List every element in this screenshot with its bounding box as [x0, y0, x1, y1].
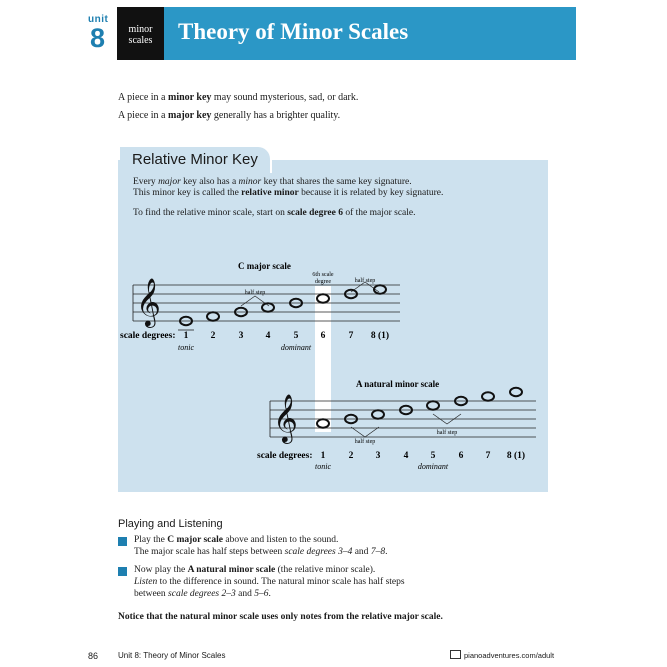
a-minor-note-3	[372, 410, 384, 418]
c-major-degrees	[184, 330, 389, 341]
a-minor-note-5	[427, 401, 439, 409]
half-step-label-3-4: half step	[244, 290, 266, 296]
page-number: 86	[88, 651, 99, 661]
c-major-dominant-label: dominant	[280, 343, 312, 352]
a-minor-degree-5: 5	[430, 451, 436, 461]
sixth-degree-label-2: degree	[315, 279, 331, 285]
a-minor-note-8	[510, 388, 522, 396]
a-minor-degrees-label: scale degrees:	[257, 451, 313, 461]
page-title: Theory of Minor Scales	[178, 19, 409, 44]
relative-text-3: To find the relative minor scale, start on scale degree 6 of the major scale.	[133, 208, 416, 218]
square-bullet-icon	[118, 567, 127, 576]
relative-minor-heading: Relative Minor Key	[132, 151, 258, 168]
a-minor-notes	[317, 388, 522, 428]
bullet1-line1: Play the C major scale above and listen to the sound.	[134, 535, 339, 545]
a-minor-degree-3: 3	[375, 451, 381, 461]
a-minor-degrees	[321, 450, 525, 461]
playing-heading: Playing and Listening	[118, 518, 223, 530]
footer-unit-title: Unit 8: Theory of Minor Scales	[118, 651, 226, 660]
a-minor-degree-6: 6	[458, 451, 464, 461]
bullet1-line2: The major scale has half steps between scale degrees 3–4 and 7–8.	[134, 547, 388, 557]
a-minor-degree-4: 4	[403, 451, 409, 461]
c-major-degree-2: 2	[210, 331, 216, 341]
treble-clef-icon: 𝄞	[136, 277, 161, 326]
c-major-degree-1: 1	[183, 331, 189, 341]
bullet2-line1: Now play the A natural minor scale (the relative minor scale).	[134, 565, 376, 575]
a-minor-dominant-label: dominant	[417, 462, 449, 471]
c-major-note-4	[262, 303, 274, 311]
c-major-tonic-label: tonic	[178, 343, 194, 352]
half-step-label-2-3: half step	[354, 439, 376, 445]
bullet2-line3: between scale degrees 2–3 and 5–6.	[134, 589, 271, 599]
square-bullet-icon	[118, 537, 127, 546]
c-major-degree-5: 5	[293, 331, 299, 341]
relative-text-1: Every major key also has a minor key that shares the same key signature.	[133, 177, 412, 187]
unit-number: 8	[90, 23, 106, 53]
c-major-degree-6: 6	[320, 331, 326, 341]
half-step-label-7-8: half step	[354, 278, 376, 284]
web-icon	[450, 650, 461, 659]
a-minor-note-7	[482, 392, 494, 400]
a-minor-title: A natural minor scale	[356, 379, 440, 389]
footer-url[interactable]: pianoadventures.com/adult	[464, 651, 555, 660]
intro-line-1: A piece in a minor key may sound mysterious, sad, or dark.	[118, 92, 359, 103]
section-tag-line2: scales	[128, 35, 153, 46]
c-major-degrees-label: scale degrees:	[120, 331, 176, 341]
c-major-notes	[180, 285, 386, 325]
c-major-note-2	[207, 312, 219, 320]
c-major-title: C major scale	[238, 261, 291, 271]
half-step-label-5-6: half step	[436, 430, 458, 436]
sixth-degree-label-1: 6th scale	[312, 272, 334, 278]
unit-label: unit	[88, 14, 109, 25]
a-minor-degree-2: 2	[348, 451, 354, 461]
intro-line-2: A piece in a major key generally has a brighter quality.	[118, 110, 341, 121]
relative-text-2: This minor key is called the relative minor because it is related by key signature.	[133, 188, 444, 198]
a-minor-degree-1: 1	[320, 451, 326, 461]
section-tag-line1: minor	[128, 24, 153, 35]
a-minor-tonic-label: tonic	[315, 462, 331, 471]
a-minor-degree-8: 8 (1)	[506, 451, 526, 461]
a-minor-degree-7: 7	[485, 451, 491, 461]
c-major-degree-3: 3	[238, 331, 244, 341]
closing-note: Notice that the natural minor scale uses only notes from the relative major scale.	[118, 612, 443, 622]
c-major-degree-4: 4	[265, 331, 271, 341]
bullet2-line2: Listen to the difference in sound. The natural minor scale has half steps	[134, 577, 405, 587]
c-major-degree-7: 7	[348, 331, 354, 341]
half-step-bracket-2-3	[351, 427, 379, 437]
treble-clef-icon: 𝄞	[273, 393, 298, 442]
c-major-staff	[133, 285, 400, 330]
c-major-degree-8: 8 (1)	[370, 331, 390, 341]
